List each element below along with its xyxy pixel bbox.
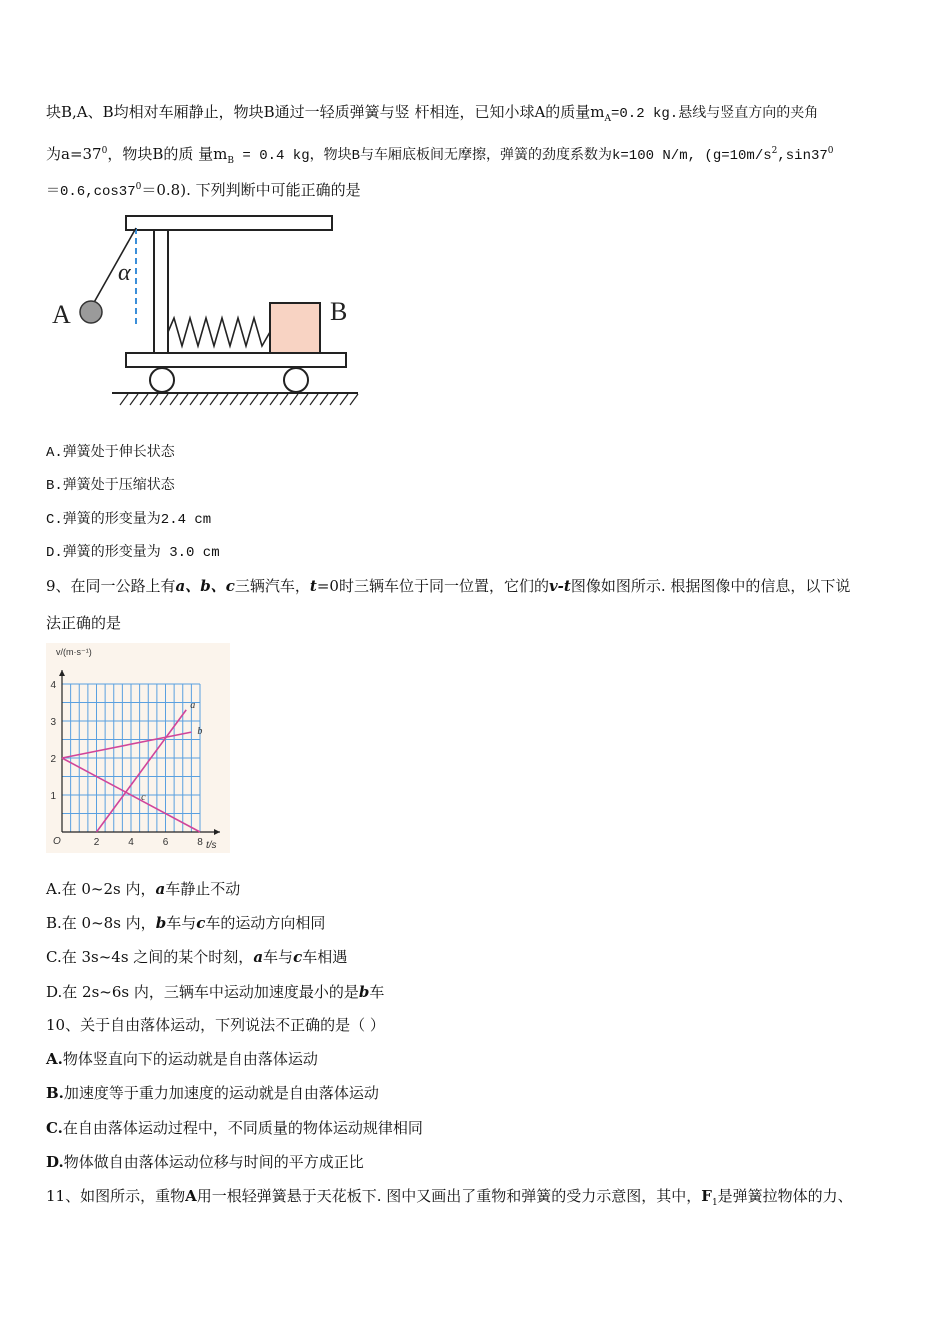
block-label: B — [330, 297, 348, 326]
origin-label: O — [53, 836, 61, 847]
q8-line1: 块B,A、B均相对车厢静止，物块B通过一轻质弹簧与竖 杆相连，已知小球A的质量$m_A=0.2$ kg.悬线与竖直方向的夹角 — [46, 103, 819, 124]
x-tick-label: 4 — [128, 837, 134, 848]
q9-option-d: D.在 2s~6s 内，三辆车中运动加速度最小的是b车 — [46, 983, 385, 1001]
q8-line3: $=0.6,\cos 37^0=0.8$). 下列判断中可能正确的是 — [46, 181, 361, 200]
q8-option-a: A.弹簧处于伸长状态 — [46, 445, 175, 461]
q9-stem-line2: 法正确的是 — [46, 614, 122, 632]
q9-stem-line1: 9、在同一公路上有a、b、c三辆汽车，t=0时三辆车位于同一位置，它们的v-t图像如图所示. 根据图像中的信息，以下说 — [46, 577, 851, 595]
x-axis-label: t/s — [206, 840, 217, 851]
x-tick-label: 8 — [197, 837, 203, 848]
series-label-a: a — [190, 699, 196, 711]
q9-option-b: B.在 0~8s 内，b车与c车的运动方向相同 — [46, 914, 326, 932]
cart-spring-figure — [48, 210, 368, 415]
y-axis-label: v/(m·s⁻¹) — [56, 647, 92, 657]
ball-label: A — [52, 300, 71, 329]
x-tick-label: 2 — [93, 837, 100, 848]
chart-background — [46, 643, 230, 853]
q10-stem: 10、关于自由落体运动，下列说法不正确的是（ ） — [46, 1016, 385, 1034]
q10-option-c: C.在自由落体运动过程中，不同质量的物体运动规律相同 — [46, 1119, 423, 1137]
y-tick-label: 2 — [50, 754, 56, 765]
series-label-b: b — [197, 726, 203, 738]
y-tick-label: 3 — [50, 717, 56, 728]
angle-label: α — [118, 260, 131, 286]
vt-chart — [46, 643, 230, 853]
q8-option-b: B.弹簧处于压缩状态 — [46, 478, 175, 494]
q8-line2: 为$a=37^0$，物块B的质 量$m_B = 0.4$ kg，物块B与车厢底板间无摩擦，弹簧的劲度系数为k=100 N/m, ($g=10m/s^2,\sin 37^0$ — [46, 145, 834, 166]
q10-option-d: D.物体做自由落体运动位移与时间的平方成正比 — [46, 1153, 364, 1171]
q10-option-b: B.加速度等于重力加速度的运动就是自由落体运动 — [46, 1084, 379, 1102]
q11-stem: 11、如图所示，重物A用一根轻弹簧悬于天花板下. 图中又画出了重物和弹簧的受力示意图，其中，$F_1$是弹簧拉物体的力、 — [46, 1187, 853, 1208]
series-label-c: c — [141, 791, 146, 803]
q8-option-c: C.弹簧的形变量为2.4 cm — [46, 512, 212, 528]
q8-option-d: D.弹簧的形变量为 3.0 cm — [46, 545, 220, 561]
q9-option-a: A.在 0~2s 内，a车静止不动 — [46, 880, 241, 898]
y-tick-label: 1 — [50, 791, 56, 802]
x-tick-label: 6 — [162, 837, 169, 848]
q9-option-c: C.在 3s~4s 之间的某个时刻，a车与c车相遇 — [46, 948, 348, 966]
y-tick-label: 4 — [50, 680, 56, 691]
q10-option-a: A.物体竖直向下的运动就是自由落体运动 — [46, 1050, 318, 1068]
